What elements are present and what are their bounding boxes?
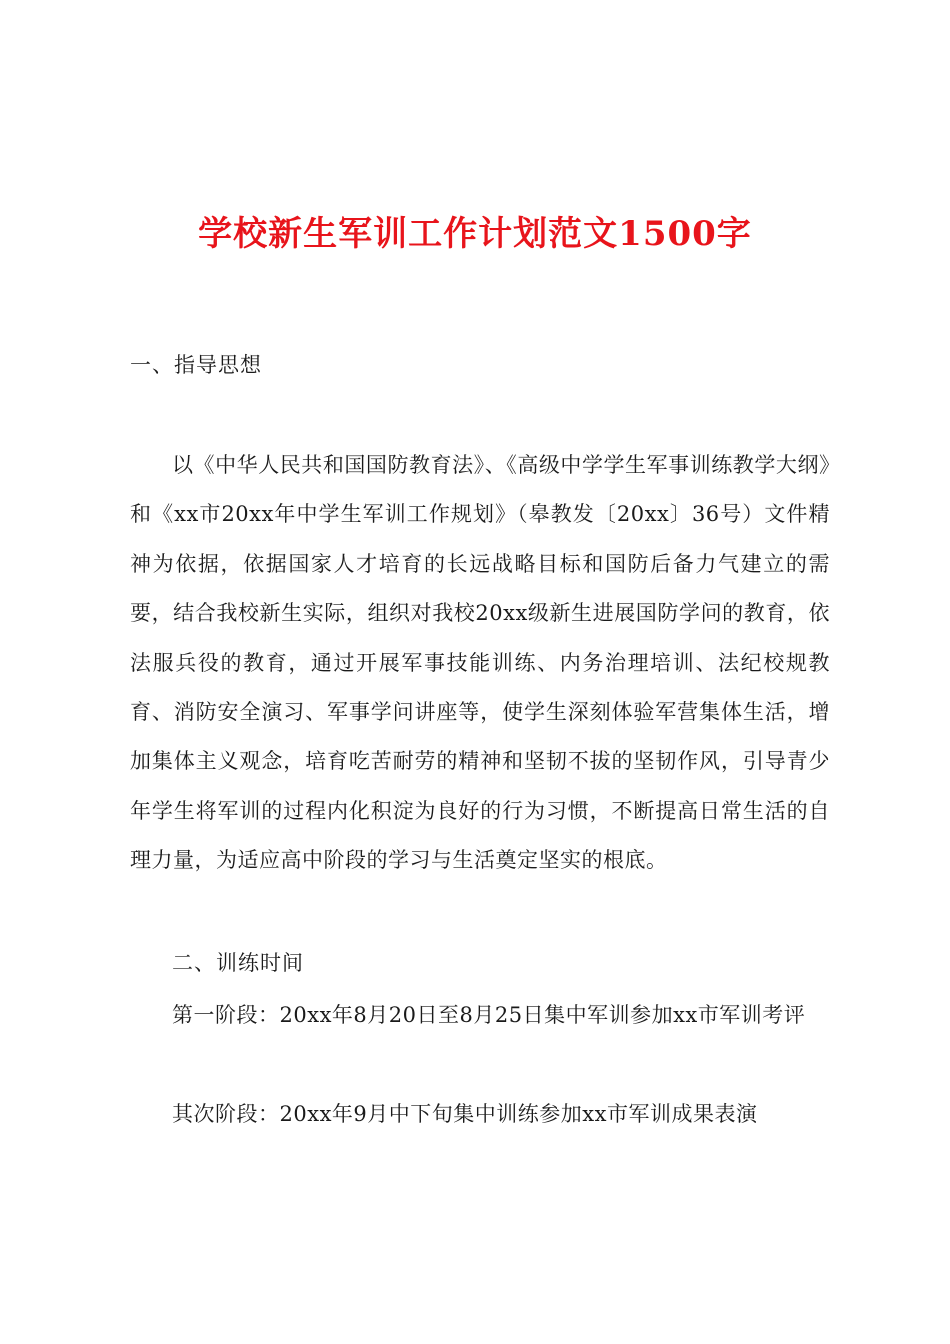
section-heading-guiding-ideology: 一、指导思想 bbox=[130, 353, 262, 377]
training-stage-1: 第一阶段：20xx年8月20日至8月25日集中军训参加xx市军训考评 bbox=[172, 1003, 806, 1027]
document-title: 学校新生军训工作计划范文1500字 bbox=[198, 214, 752, 254]
section-heading-training-time: 二、训练时间 bbox=[172, 951, 304, 975]
guiding-ideology-paragraph: 以《中华人民共和国国防教育法》、《高级中学学生军事训练教学大纲》和《xx市20xx年中学生军训工作规划》（皋教发〔20xx〕36号）文件精神为依据，依据国家人才培育的长远战略目标和国防后备力气建立的需要，结合我校新生实际，组织对我校20xx级新生进展国防学问的教育，依法服兵役的教育，通过开展军事技能训练、内务治理培训、法纪校规教育、消防安全演习、军事学问讲座等，使学生深刻体验军营集体生活，增加集体主义观念，培育吃苦耐劳的精神和坚韧不拔的坚韧作风，引导青少年学生将军训的过程内化积淀为良好的行为习惯，不断提高日常生活的自理力量，为适应高中阶段的学习与生活奠定坚实的根底。 bbox=[130, 453, 830, 873]
training-stage-2: 其次阶段：20xx年9月中下旬集中训练参加xx市军训成果表演 bbox=[172, 1102, 758, 1126]
